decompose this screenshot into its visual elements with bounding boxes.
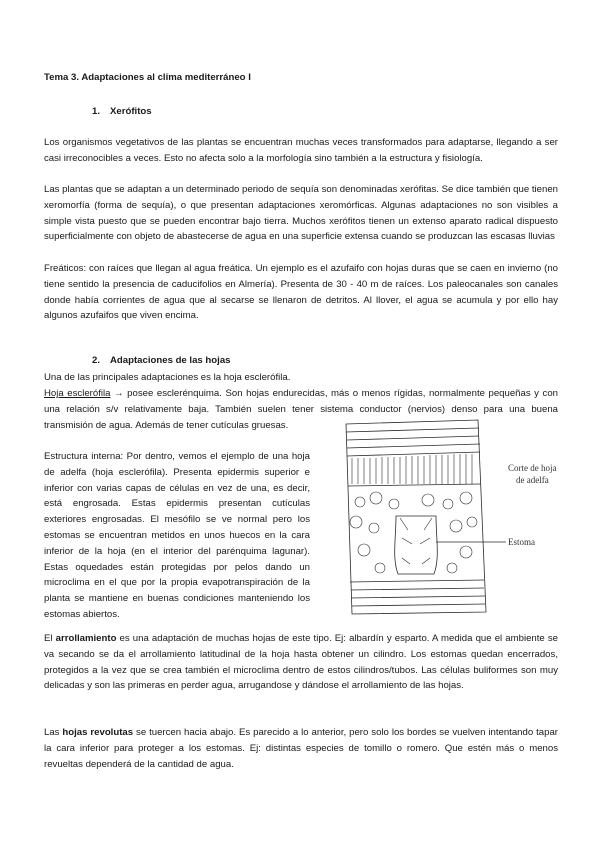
figure-caption: Corte de hoja de adelfa (508, 463, 557, 485)
leaf-outline (346, 420, 486, 614)
paragraph-text: → posee esclerénquima. Son hojas endurecidas, más o menos rígidas, normalmente pequeñas y con una relación s/v relativamente baja. También suelen tener sistema conductor (nervios) denso para una buena transmisión de agua. Además de tener cutículas gruesas. (44, 388, 558, 431)
upper-epidermis-line (347, 436, 479, 440)
upper-epidermis-line (346, 428, 479, 432)
palisade-boundary (348, 484, 481, 486)
paragraph-xerofitas: Las plantas que se adaptan a un determinado periodo de sequía son denominadas xerófitas. Se dice también que tienen xeromorfía (forma de sequía), o que presentan adaptaciones xeromórficas. Algunas adaptaciones no son visibles a simple vista puesto que se pueden encontrar bajo tierra. Muchos xerófitos tienen un extenso aparato radical dispuesto superficialmente con objeto de abastecerse de agua en una superficie extensa cuando se produzcan las escasas lluvias (44, 184, 558, 243)
paragraph-arrollamiento: El arrollamiento es una adaptación de muchas hojas de este tipo. Ej: albardín y esparto. A medida que el ambiente se va secando se da el arrollamiento latitudinal de la hoja hasta obtener un cilindro. Los estomas quedan encerrados, protegidos a la vez que se crea también el microclima dentro de estos cilindros/tubos. Las células buliformes son muy delicadas y son las primeras en perder agua, arrugandose y dándose el arrollamiento de las hojas. (44, 633, 558, 692)
crypt-hairs (400, 518, 432, 564)
lower-epidermis-line (351, 588, 484, 590)
lower-epidermis-line (352, 604, 485, 606)
section-label: Xerófitos (110, 106, 152, 117)
lower-epidermis-line (351, 596, 485, 598)
lower-epidermis-line (350, 580, 484, 582)
section-label: Adaptaciones de las hojas (110, 355, 231, 366)
stomatal-crypt (395, 516, 438, 574)
paragraph-hojas-revolutas: Las hojas revolutas se tuercen hacia abajo. Es parecido a lo anterior, pero solo los bordes se vuelven intentando tapar la cara inferior para proteger a los estomas. Ej: distintas especies de tomillo o romero. Que estén más o menos revueltas dependerá de la cantidad de agua. (44, 727, 558, 770)
palisade-cells (352, 454, 472, 484)
upper-epidermis-line (347, 444, 480, 448)
term-hoja-esclerofila: Hoja esclerófila (44, 388, 111, 399)
paragraph-freaticos: Freáticos: con raíces que llegan al agua freática. Un ejemplo es el azufaifo con hojas duras que se caen en invierno (no tiene sentido la presencia de caducifolios en Almería). Presenta de 30 - 40 m de raíces. Los paleocanales son canales donde había corrientes de agua que al secarse se llenaron de detritos. Al llover, el agua se acumula y por ello hay algunos azufaifos que viven encima. (44, 263, 558, 322)
paragraph-estructura-interna: Estructura interna: Por dentro, vemos el ejemplo de una hoja de adelfa (hoja esclerófila). Presenta epidermis superior e inferior con varias capas de células en vez de una, es decir, está engrosada. Estas epidermis presentan cutículas exteriores engrosadas. El mesófilo se ve normal pero los estomas se encuentran metidos en unos huecos en la cara inferior de la hoja (en el interior del parénquima lagunar). Estas oquedades están protegidas por pelos dando un microclima en el que por la propia evapotranspiración de la planta se mantiene en buenas condiciones manteniendo los estomas abiertos. (44, 451, 310, 620)
page-title: Tema 3. Adaptaciones al clima mediterráneo I (44, 72, 251, 83)
term-arrollamiento: arrollamiento (55, 633, 117, 644)
section-number: 2. (92, 355, 101, 366)
paragraph-esclerofila-intro: Una de las principales adaptaciones es la hoja esclerófila. (44, 372, 291, 383)
term-hojas-revolutas: hojas revolutas (62, 727, 134, 738)
figure-label-estoma: Estoma (508, 537, 535, 547)
section-number: 1. (92, 106, 101, 117)
paragraph-intro: Los organismos vegetativos de las plantas se encuentran muchas veces transformados para adaptarse, llegando a ser casi irreconocibles a veces. Esto no afecta solo a la morfología sino también a la estructura y fisiología. (44, 137, 558, 164)
section-heading-2 (92, 355, 231, 366)
leaf-cross-section-figure (336, 418, 558, 616)
section-heading-1 (92, 106, 152, 117)
leaf-section-illustration (336, 418, 558, 616)
